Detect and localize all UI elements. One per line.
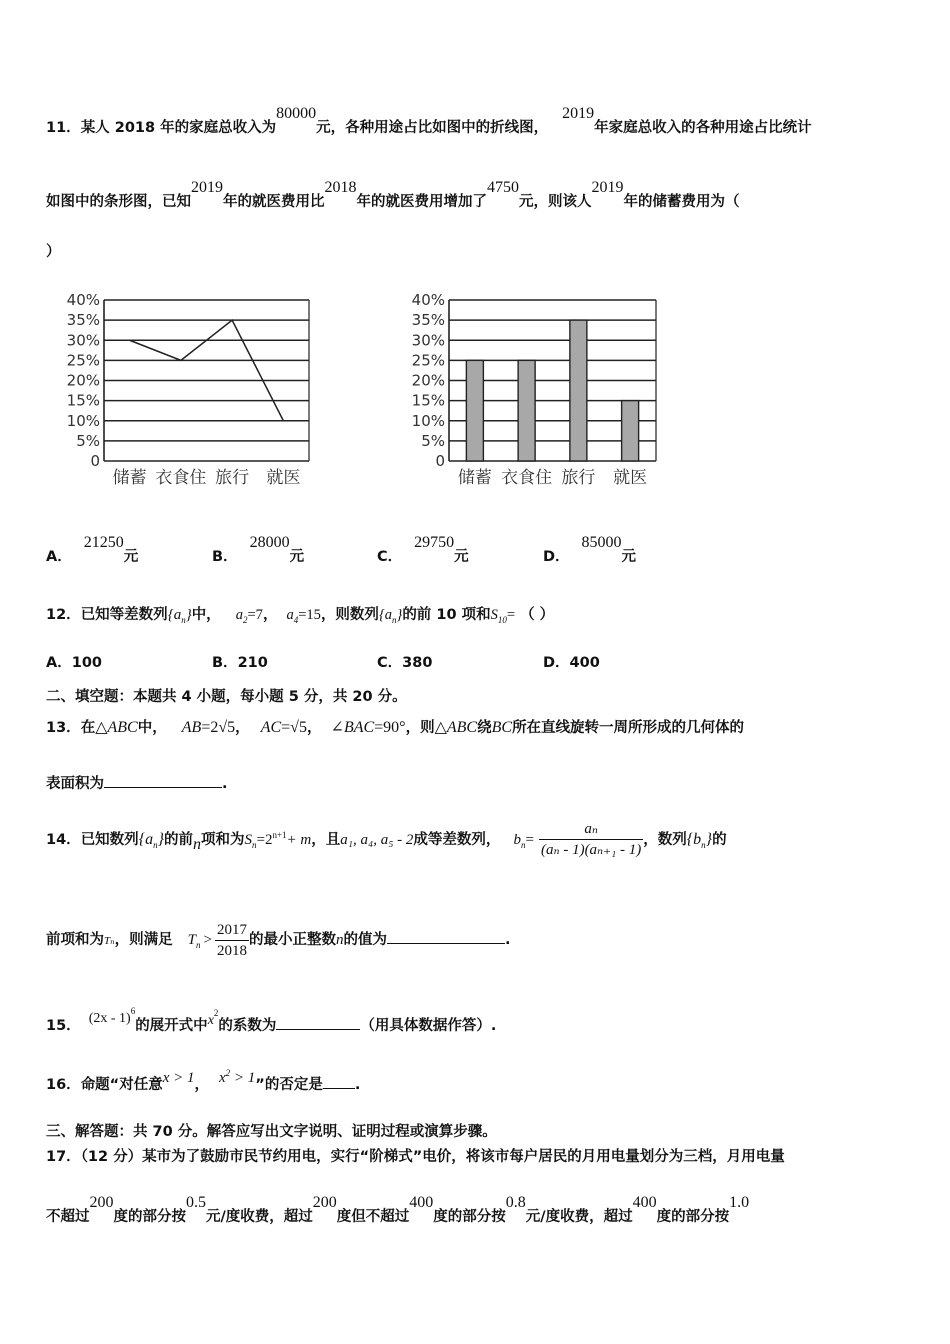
q13-answer-blank[interactable] — [104, 773, 222, 788]
q16-stem: 16．命题“对任意x > 1， $x^2 > 1$”的否定是 . — [46, 1068, 361, 1093]
q11-income-value: 80000 — [276, 105, 317, 122]
q16-answer-blank[interactable] — [323, 1074, 355, 1089]
q14-stem: 14．已知数列$\{a_n\}$的前n项和为$S_n=2^{n+1}+ m$，且a₁, a₄, a₅ - 2成等差数列， $b_n=$ $\frac{\text{aₙ}}{\text{(aₙ - 1)(aₙ₊₁ - 1)}}$ ，数列$\{b_n\}$的 — [46, 821, 727, 859]
bar — [622, 401, 639, 461]
q12-stem: 12．已知等差数列$\{a_n\}$中， $a_2=7$， $a_4=15$，则数列$\{a_n\}$的前 10 项和$S_{10}=$ （ ） — [46, 607, 555, 625]
data-point — [129, 339, 131, 341]
y-tick-label: 0 — [90, 452, 100, 470]
series-line — [130, 320, 284, 421]
section3-heading: 三、解答题：共 70 分。解答应写出文字说明、证明过程或演算步骤。 — [46, 1124, 497, 1140]
q11-line3: ） — [46, 244, 61, 260]
data-point — [231, 319, 233, 321]
q11-option-c[interactable]: C．29750元 — [377, 534, 469, 565]
y-tick-label: 0 — [435, 452, 445, 470]
x-category-label: 衣食住 — [155, 468, 207, 488]
y-tick-label: 35% — [66, 311, 100, 330]
section2-heading: 二、填空题：本题共 4 小题，每小题 5 分，共 20 分。 — [46, 689, 407, 705]
q11-option-a[interactable]: A．21250元 — [46, 534, 139, 565]
y-tick-label: 25% — [411, 351, 445, 370]
q11-option-b[interactable]: B．28000元 — [212, 534, 305, 565]
data-point — [180, 360, 182, 362]
x-category-label: 衣食住 — [501, 468, 553, 488]
y-tick-label: 20% — [411, 371, 445, 390]
x-category-label: 储蓄 — [457, 468, 492, 488]
y-tick-label: 40% — [66, 291, 100, 309]
q14-bn-fraction: $\frac{\text{aₙ}}{\text{(aₙ - 1)(aₙ₊₁ - 1)}}$ — [541, 821, 642, 859]
bar — [570, 320, 587, 461]
x-category-label: 就医 — [266, 468, 301, 488]
q14-line2: 前项和为Tₙ，则满足 $T_n$ > $\frac{2017}{2018}$ 的最小正整数n的值为 . — [46, 921, 511, 959]
y-tick-label: 35% — [411, 311, 445, 330]
y-tick-label: 10% — [66, 411, 100, 430]
q15-stem: 15． (2x - 1)$^6$的展开式中$x^2$的系数为 （用具体数据作答）. — [46, 1006, 497, 1034]
bar — [518, 360, 535, 461]
x-category-label: 旅行 — [215, 468, 250, 488]
q13-stem: 13．在△ABC中， AB=2√5， AC=√5， ∠BAC=90°，则△ABC绕BC所在直线旋转一周所形成的几何体的 — [46, 719, 745, 736]
q12-option-a[interactable]: A．100 — [46, 655, 103, 671]
y-tick-label: 40% — [411, 291, 445, 309]
data-point — [283, 420, 285, 422]
q11-line2: 如图中的条形图，已知2019年的就医费用比2018年的就医费用增加了4750元，则该人2019年的储蓄费用为（ — [46, 179, 740, 210]
y-tick-label: 5% — [76, 431, 100, 450]
y-tick-label: 15% — [411, 391, 445, 410]
bar-chart — [400, 290, 670, 499]
q14-answer-blank[interactable] — [387, 929, 505, 944]
q12-option-d[interactable]: D．400 — [543, 655, 600, 671]
q14-threshold-fraction: $\frac{2017}{2018}$ — [216, 921, 247, 959]
x-category-label: 储蓄 — [112, 468, 147, 488]
y-tick-label: 20% — [66, 371, 100, 390]
q17-line1: 17．（12 分）某市为了鼓励市民节约用电，实行“阶梯式”电价，将该市每户居民的月用电量划分为三档，月用电量 — [46, 1149, 785, 1165]
x-category-label: 旅行 — [561, 468, 596, 488]
y-tick-label: 15% — [66, 391, 100, 410]
bar-chart-svg — [400, 290, 670, 495]
q11-line1: 11．某人 2018 年的家庭总收入为80000元，各种用途占比如图中的折线图，2019年家庭总收入的各种用途占比统计 — [46, 105, 812, 136]
q13-line2: 表面积为 . — [46, 772, 228, 793]
y-tick-label: 30% — [66, 331, 100, 350]
q17-line2: 不超过200度的部分按0.5元/度收费，超过200度但不超过400度的部分按0.8元/度收费，超过400度的部分按1.0 — [46, 1194, 750, 1225]
y-tick-label: 10% — [411, 411, 445, 430]
q12-option-b[interactable]: B．210 — [212, 655, 268, 671]
line-chart — [55, 290, 315, 499]
q15-answer-blank[interactable] — [276, 1015, 360, 1030]
y-tick-label: 5% — [421, 431, 445, 450]
y-tick-label: 30% — [411, 331, 445, 350]
q11-option-d[interactable]: D．85000元 — [543, 534, 637, 565]
q12-option-c[interactable]: C．380 — [377, 655, 433, 671]
line-chart-svg — [55, 290, 315, 495]
y-tick-label: 25% — [66, 351, 100, 370]
bar — [466, 360, 483, 461]
x-category-label: 就医 — [613, 468, 648, 488]
